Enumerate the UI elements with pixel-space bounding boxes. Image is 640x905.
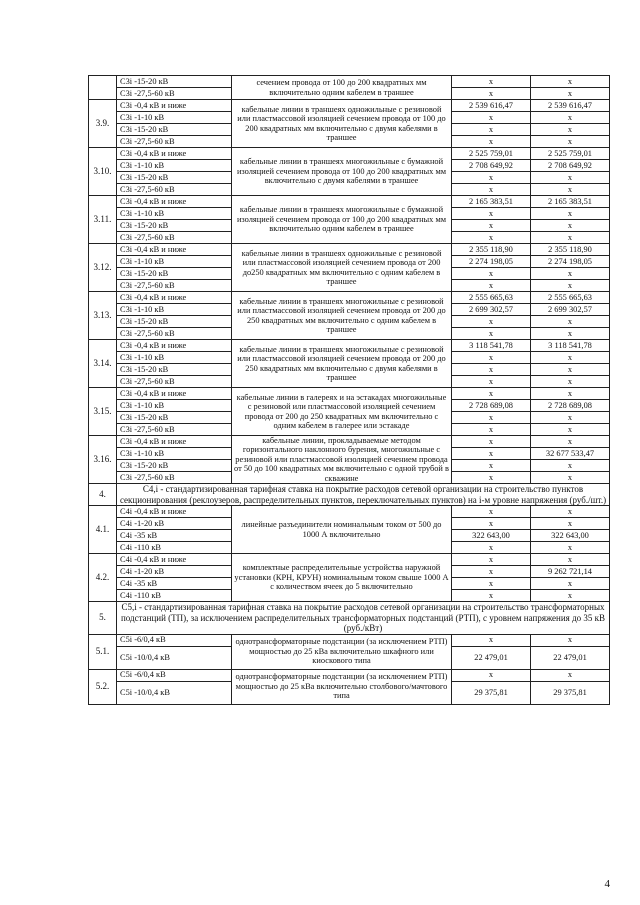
rate-value-1: x: [452, 280, 531, 292]
section-header-row: [89, 484, 610, 506]
rate-value-1: x: [452, 436, 531, 448]
rate-value-1: x: [452, 364, 531, 376]
tariff-row: [89, 506, 610, 518]
rate-value-2: x: [531, 542, 610, 554]
rate-value-1: x: [452, 376, 531, 388]
rate-value-2: x: [531, 436, 610, 448]
rate-value-2: 9 262 721,14: [531, 566, 610, 578]
item-number: [89, 76, 117, 100]
rate-value-1: 2 165 383,51: [452, 196, 531, 208]
rate-value-2: x: [531, 268, 610, 280]
voltage-level: C3i -27,5-60 кВ: [117, 328, 232, 340]
voltage-level: C3i -27,5-60 кВ: [117, 232, 232, 244]
rate-value-1: x: [452, 412, 531, 424]
rate-value-1: x: [452, 268, 531, 280]
rate-value-2: x: [531, 518, 610, 530]
voltage-level: C4i -110 кВ: [117, 542, 232, 554]
rate-value-2: 29 375,81: [531, 681, 610, 704]
tariff-row: [89, 148, 610, 160]
rate-value-2: x: [531, 506, 610, 518]
rate-value-1: 2 274 198,05: [452, 256, 531, 268]
rate-value-2: x: [531, 634, 610, 646]
rate-value-2: x: [531, 88, 610, 100]
tariff-row: [89, 388, 610, 400]
rate-value-2: x: [531, 352, 610, 364]
voltage-level: C3i -1-10 кВ: [117, 304, 232, 316]
rate-value-2: 2 355 118,90: [531, 244, 610, 256]
voltage-level: C5i -10/0,4 кВ: [117, 646, 232, 669]
voltage-level: C3i -27,5-60 кВ: [117, 184, 232, 196]
tariff-table: [88, 75, 610, 705]
line-description: кабельные линии в траншеях одножильные с резиновой или пластмассовой изоляцией сечением провода от 200 до250 квадратных мм включительно с одним кабелем в траншее: [232, 244, 452, 292]
rate-value-1: x: [452, 220, 531, 232]
tariff-row: [89, 76, 610, 88]
rate-value-2: 2 539 616,47: [531, 100, 610, 112]
rate-value-1: x: [452, 208, 531, 220]
tariff-row: [89, 554, 610, 566]
rate-value-1: x: [452, 578, 531, 590]
rate-value-1: 2 728 689,08: [452, 400, 531, 412]
rate-value-2: x: [531, 208, 610, 220]
rate-value-1: 3 118 541,78: [452, 340, 531, 352]
rate-value-1: 2 708 649,92: [452, 160, 531, 172]
rate-value-2: x: [531, 172, 610, 184]
rate-value-1: 2 555 665,63: [452, 292, 531, 304]
voltage-level: C5i -10/0,4 кВ: [117, 681, 232, 704]
rate-value-1: x: [452, 424, 531, 436]
voltage-level: C4i -110 кВ: [117, 590, 232, 602]
rate-value-2: x: [531, 472, 610, 484]
item-number: 3.13.: [89, 292, 117, 340]
rate-value-1: x: [452, 328, 531, 340]
rate-value-2: x: [531, 554, 610, 566]
rate-value-2: x: [531, 280, 610, 292]
voltage-level: C4i -1-20 кВ: [117, 566, 232, 578]
item-number: 3.14.: [89, 340, 117, 388]
voltage-level: C3i -0,4 кВ и ниже: [117, 148, 232, 160]
item-number: 3.10.: [89, 148, 117, 196]
rate-value-1: x: [452, 352, 531, 364]
line-description: кабельные линии в траншеях многожильные с бумажной изоляцией сечением провода от 100 до 200 квадратных мм включительно с двумя кабелями в траншее: [232, 148, 452, 196]
voltage-level: C3i -15-20 кВ: [117, 316, 232, 328]
item-number: 4.1.: [89, 506, 117, 554]
line-description: кабельные линии в траншеях одножильные с резиновой или пластмассовой изоляцией сечением провода от 100 до 200 квадратных мм включительно с двумя кабелями в траншее: [232, 100, 452, 148]
section-header-row: [89, 602, 610, 635]
rate-value-1: 2 539 616,47: [452, 100, 531, 112]
voltage-level: C3i -15-20 кВ: [117, 220, 232, 232]
rate-value-2: 2 525 759,01: [531, 148, 610, 160]
rate-value-1: x: [452, 88, 531, 100]
voltage-level: C3i -1-10 кВ: [117, 112, 232, 124]
rate-value-1: 2 525 759,01: [452, 148, 531, 160]
voltage-level: C3i -1-10 кВ: [117, 208, 232, 220]
rate-value-2: x: [531, 669, 610, 681]
item-number: 4.2.: [89, 554, 117, 602]
rate-value-1: x: [452, 566, 531, 578]
voltage-level: C3i -1-10 кВ: [117, 256, 232, 268]
voltage-level: C3i -27,5-60 кВ: [117, 472, 232, 484]
item-number: 3.15.: [89, 388, 117, 436]
rate-value-1: x: [452, 472, 531, 484]
rate-value-2: x: [531, 124, 610, 136]
rate-value-1: x: [452, 542, 531, 554]
section-number: 4.: [89, 484, 117, 506]
rate-value-2: 3 118 541,78: [531, 340, 610, 352]
line-description: комплектные распределительные устройства наружной установки (КРН, КРУН) номинальным током свыше 1000 А с количеством ячеек до 5 включительно: [232, 554, 452, 602]
rate-value-1: x: [452, 448, 531, 460]
rate-value-2: 32 677 533,47: [531, 448, 610, 460]
rate-value-1: x: [452, 76, 531, 88]
rate-value-2: x: [531, 376, 610, 388]
voltage-level: C3i -0,4 кВ и ниже: [117, 244, 232, 256]
voltage-level: C3i -15-20 кВ: [117, 364, 232, 376]
voltage-level: C4i -35 кВ: [117, 578, 232, 590]
rate-value-2: 2 165 383,51: [531, 196, 610, 208]
item-number: 3.9.: [89, 100, 117, 148]
rate-value-1: 2 699 302,57: [452, 304, 531, 316]
rate-value-2: x: [531, 578, 610, 590]
rate-value-1: x: [452, 388, 531, 400]
voltage-level: C3i -0,4 кВ и ниже: [117, 388, 232, 400]
rate-value-2: 2 699 302,57: [531, 304, 610, 316]
rate-value-1: 322 643,00: [452, 530, 531, 542]
voltage-level: C3i -0,4 кВ и ниже: [117, 436, 232, 448]
item-number: 3.11.: [89, 196, 117, 244]
page-number: 4: [604, 878, 610, 890]
tariff-row: [89, 196, 610, 208]
voltage-level: C3i -0,4 кВ и ниже: [117, 340, 232, 352]
rate-value-2: x: [531, 232, 610, 244]
rate-value-2: 2 728 689,08: [531, 400, 610, 412]
item-number: 3.16.: [89, 436, 117, 484]
rate-value-1: 29 375,81: [452, 681, 531, 704]
voltage-level: C3i -0,4 кВ и ниже: [117, 100, 232, 112]
rate-value-2: x: [531, 328, 610, 340]
voltage-level: C3i -27,5-60 кВ: [117, 88, 232, 100]
rate-value-1: x: [452, 232, 531, 244]
rate-value-2: x: [531, 590, 610, 602]
rate-value-2: 2 708 649,92: [531, 160, 610, 172]
line-description: сечением провода от 100 до 200 квадратных мм включительно одним кабелем в траншее: [232, 76, 452, 100]
voltage-level: C3i -1-10 кВ: [117, 352, 232, 364]
voltage-level: C3i -27,5-60 кВ: [117, 376, 232, 388]
rate-value-1: x: [452, 136, 531, 148]
line-description: линейные разъединители номинальным током от 500 до 1000 А включительно: [232, 506, 452, 554]
tariff-row: [89, 634, 610, 646]
rate-value-2: x: [531, 316, 610, 328]
rate-value-2: x: [531, 460, 610, 472]
rate-value-2: 22 479,01: [531, 646, 610, 669]
voltage-level: C3i -15-20 кВ: [117, 76, 232, 88]
rate-value-1: x: [452, 669, 531, 681]
rate-value-1: x: [452, 554, 531, 566]
tariff-row: [89, 436, 610, 448]
rate-value-1: x: [452, 316, 531, 328]
tariff-row: [89, 292, 610, 304]
voltage-level: C3i -15-20 кВ: [117, 124, 232, 136]
item-number: 3.12.: [89, 244, 117, 292]
item-number: 5.2.: [89, 669, 117, 704]
tariff-row: [89, 340, 610, 352]
line-description: однотрансформаторные подстанции (за исключением РТП) мощностью до 25 кВа включительно шкафного или киоскового типа: [232, 634, 452, 669]
voltage-level: C3i -15-20 кВ: [117, 460, 232, 472]
section-number: 5.: [89, 602, 117, 635]
rate-value-2: x: [531, 112, 610, 124]
voltage-level: C3i -27,5-60 кВ: [117, 280, 232, 292]
line-description: кабельные линии в траншеях многожильные с бумажной изоляцией сечением провода от 100 до 200 квадратных мм включительно одним кабелем в траншее: [232, 196, 452, 244]
rate-value-2: 322 643,00: [531, 530, 610, 542]
rate-value-1: x: [452, 112, 531, 124]
line-description: однотрансформаторные подстанции (за исключением РТП) мощностью до 25 кВа включительно столбового/мачтового типа: [232, 669, 452, 704]
voltage-level: C3i -0,4 кВ и ниже: [117, 196, 232, 208]
rate-value-2: 2 555 665,63: [531, 292, 610, 304]
section-title: C5,i - стандартизированная тарифная ставка на покрытие расходов сетевой организации на строительство трансформаторных подстанций (ТП), за исключением распределительных трансформаторных подстанций (РТП), с уровнем напряжения до 35 кВ (руб./кВт): [117, 602, 610, 635]
line-description: кабельные линии в траншеях многожильные с резиновой или пластмассовой изоляцией сечением провода от 200 до 250 квадратных мм включительно с двумя кабелями в траншее: [232, 340, 452, 388]
rate-value-1: 22 479,01: [452, 646, 531, 669]
rate-value-1: x: [452, 518, 531, 530]
voltage-level: C3i -27,5-60 кВ: [117, 424, 232, 436]
voltage-level: C3i -15-20 кВ: [117, 172, 232, 184]
rate-value-2: x: [531, 184, 610, 196]
rate-value-1: x: [452, 184, 531, 196]
voltage-level: C3i -15-20 кВ: [117, 268, 232, 280]
voltage-level: C3i -27,5-60 кВ: [117, 136, 232, 148]
voltage-level: C4i -35 кВ: [117, 530, 232, 542]
rate-value-2: x: [531, 412, 610, 424]
voltage-level: C3i -1-10 кВ: [117, 160, 232, 172]
voltage-level: C3i -0,4 кВ и ниже: [117, 292, 232, 304]
tariff-row: [89, 669, 610, 681]
voltage-level: C5i -6/0,4 кВ: [117, 669, 232, 681]
rate-value-2: x: [531, 388, 610, 400]
tariff-row: [89, 100, 610, 112]
rate-value-2: x: [531, 136, 610, 148]
voltage-level: C3i -1-10 кВ: [117, 448, 232, 460]
voltage-level: C5i -6/0,4 кВ: [117, 634, 232, 646]
item-number: 5.1.: [89, 634, 117, 669]
rate-value-2: x: [531, 364, 610, 376]
line-description: кабельные линии в траншеях многожильные с резиновой или пластмассовой изоляцией сечением провода от 200 до 250 квадратных мм включительно с одним кабелем в траншее: [232, 292, 452, 340]
tariff-table-page: [88, 75, 609, 705]
tariff-row: [89, 244, 610, 256]
rate-value-2: x: [531, 424, 610, 436]
rate-value-1: x: [452, 634, 531, 646]
rate-value-1: x: [452, 506, 531, 518]
rate-value-1: x: [452, 460, 531, 472]
voltage-level: C3i -1-10 кВ: [117, 400, 232, 412]
rate-value-2: 2 274 198,05: [531, 256, 610, 268]
section-title: C4,i - стандартизированная тарифная ставка на покрытие расходов сетевой организации на строительство пунктов секционирования (реклоузеров, распределительных пунктов, переключательных пунктов) на i-м уровне напряжения (руб./шт.): [117, 484, 610, 506]
line-description: кабельные линии, прокладываемые методом горизонтального наклонного бурения, многожильные с резиновой или пластмассовой изоляцией сечением провода от 50 до 100 квадратных мм включительно с одной трубой в скважине: [232, 436, 452, 484]
voltage-level: C4i -0,4 кВ и ниже: [117, 554, 232, 566]
voltage-level: C4i -1-20 кВ: [117, 518, 232, 530]
rate-value-1: x: [452, 124, 531, 136]
rate-value-2: x: [531, 76, 610, 88]
voltage-level: C4i -0,4 кВ и ниже: [117, 506, 232, 518]
voltage-level: C3i -15-20 кВ: [117, 412, 232, 424]
rate-value-1: 2 355 118,90: [452, 244, 531, 256]
rate-value-1: x: [452, 590, 531, 602]
rate-value-2: x: [531, 220, 610, 232]
tariff-table-body: [89, 76, 610, 705]
rate-value-1: x: [452, 172, 531, 184]
line-description: кабельные линии в галереях и на эстакадах многожильные с резиновой или пластмассовой изоляцией сечением провода от 200 до 250 квадратных мм включительно с одним кабелем в галерее или эстакаде: [232, 388, 452, 436]
